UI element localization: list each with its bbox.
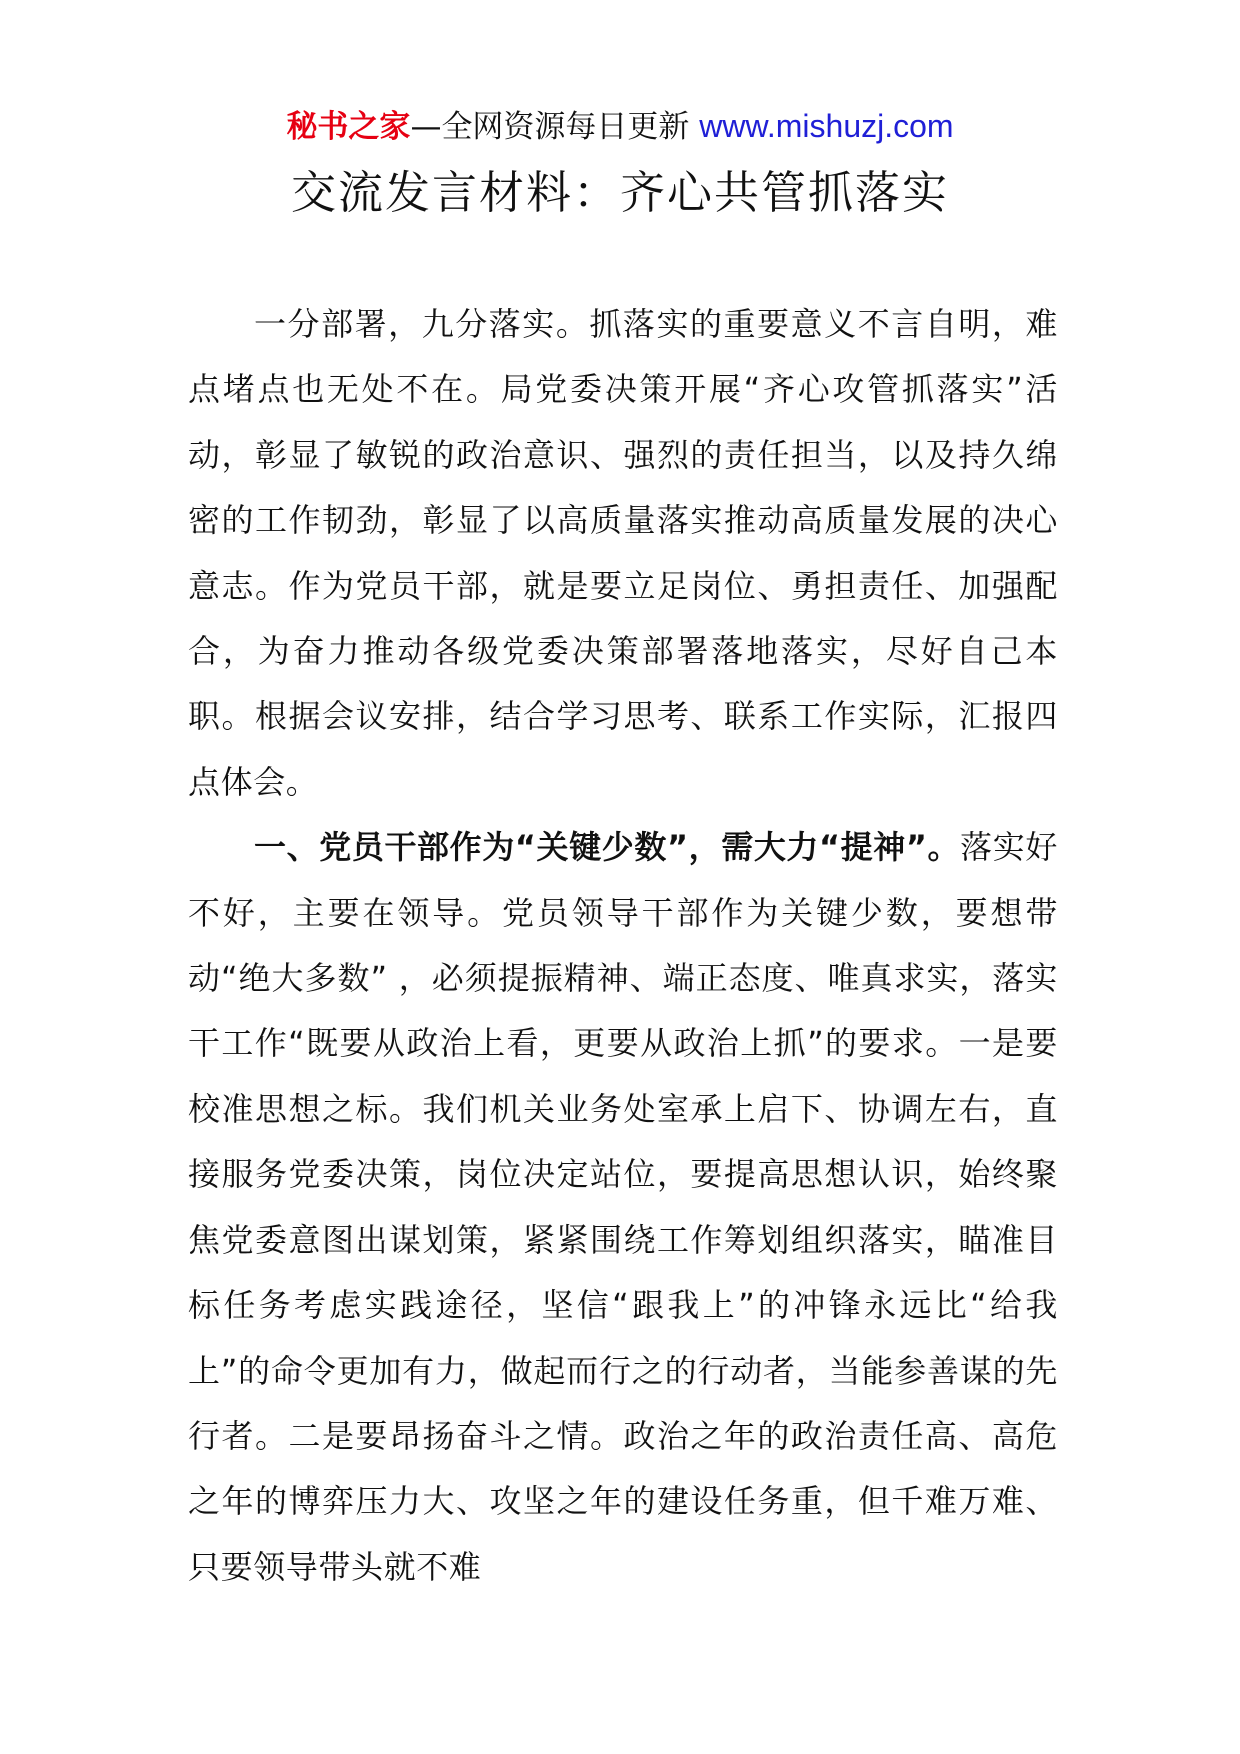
document-title: 交流发言材料：齐心共管抓落实 xyxy=(290,166,949,219)
section-heading: 一、党员干部作为“关键少数”，需大力“提神”。 xyxy=(254,828,961,867)
paragraph-section-1 xyxy=(188,815,1058,1600)
paragraph-intro xyxy=(188,292,1058,815)
website-link[interactable]: www.mishuzj.com xyxy=(699,108,954,144)
paragraph-text: 一分部署，九分落实。抓落实的重要意义不言自明，难点堵点也无处不在。局党委决策开展“齐心攻管抓落实”活动，彰显了敏锐的政治意识、强烈的责任担当，以及持久绵密的工作韧劲，彰显了以高质量落实推动高质量发展的决心意志。作为党员干部，就是要立足岗位、勇担责任、加强配合，为奋力推动各级党委决策部署落地落实，尽好自己本职。根据会议安排，结合学习思考、联系工作实际，汇报四点体会。 xyxy=(188,305,1058,801)
header-slogan: —全网资源每日更新 xyxy=(410,109,690,145)
brand-name: 秘书之家 xyxy=(286,109,411,145)
paragraph-text: 落实好不好，主要在领导。党员领导干部作为关键少数，要想带动“绝大多数” ，必须提振精神、端正态度、唯真求实，落实干工作“既要从政治上看，更要从政治上抓”的要求。一是要校准思想之标。我们机关业务处室承上启下、协调左右，直接服务党委决策，岗位决定站位，要提高思想认识，始终聚焦党委意图出谋划策，紧紧围绕工作筹划组织落实，瞄准目标任务考虑实践途径，坚信“跟我上”的冲锋永远比“给我上”的命令更加有力，做起而行之的行动者，当能参善谋的先行者。二是要昂扬奋斗之情。政治之年的政治责任高、高危之年的博弈压力大、攻坚之年的建设任务重，但千难万难、只要领导带头就不难 xyxy=(188,828,1058,1586)
site-header xyxy=(0,100,1240,153)
document-body xyxy=(188,292,1058,1600)
